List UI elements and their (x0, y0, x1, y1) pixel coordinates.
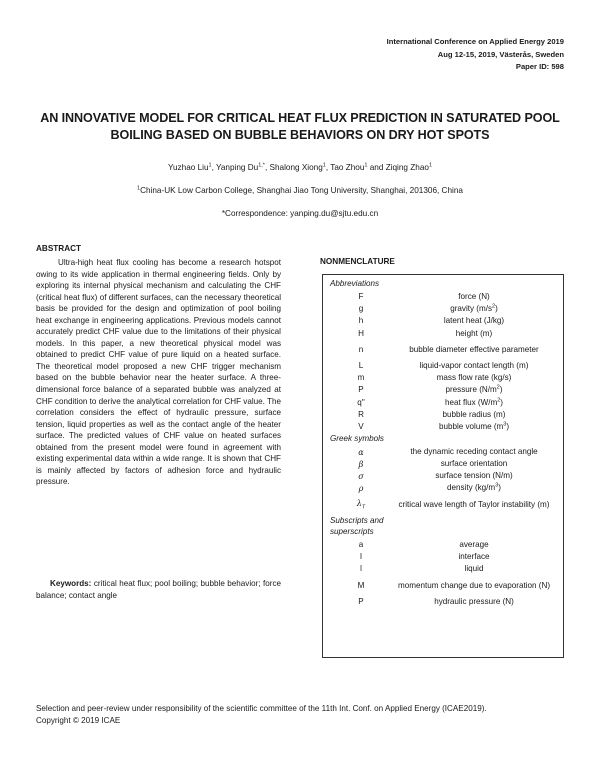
nom-symbol: g (358, 304, 364, 314)
nom-description: liquid-vapor contact length (m) (419, 361, 529, 371)
nom-symbol: I (359, 552, 363, 562)
paper-id: Paper ID: 598 (515, 62, 564, 71)
nom-description: pressure $(N/m^2)$ (445, 384, 503, 395)
nom-symbol: α (358, 446, 364, 457)
nom-description: critical wave length of Taylor instability (m) (398, 499, 550, 509)
nom-symbol: F (358, 292, 364, 302)
nom-symbol: M (357, 580, 365, 590)
nom-description: bubble radius (m) (442, 409, 506, 419)
nom-description: mass flow rate (kg/s) (436, 373, 512, 383)
nom-description: bubble diameter effective parameter (409, 344, 539, 354)
author-name: Shalong Xiong (269, 163, 323, 172)
nomenclature-table (330, 278, 556, 608)
nom-description: latent heat (J/kg) (443, 316, 505, 326)
nom-symbol: ρ (358, 482, 364, 493)
nom-description: height (m) (455, 328, 493, 338)
nom-description: heat flux $(W/m^2)$ (445, 396, 503, 407)
nom-description: gravity $(m/s^2)$ (450, 303, 498, 314)
nom-symbol: a (358, 539, 364, 549)
nom-description: density $(kg/m^3)$ (447, 482, 501, 493)
nom-description: liquid (464, 564, 484, 574)
nom-description: the dynamic receding contact angle (410, 447, 538, 457)
author-name: Yuzhao Liu (168, 163, 209, 172)
nom-symbol: σ (358, 470, 364, 481)
nom-description: interface (458, 552, 490, 562)
footer-copyright: Copyright © 2019 ICAE (36, 715, 121, 725)
nom-symbol: P (358, 385, 364, 395)
nom-description: average (459, 539, 489, 549)
abstract-heading: ABSTRACT (36, 244, 82, 253)
author-name: Ziqing Zhao (385, 163, 429, 172)
nom-symbol: L (358, 361, 364, 371)
author-name: Yanping Du (216, 163, 259, 172)
nomenclature-heading: NONMENCLATURE (320, 257, 395, 266)
nom-symbol: m (357, 373, 365, 383)
paper-title: AN INNOVATIVE MODEL FOR CRITICAL HEAT FLUX PREDICTION IN SATURATED POOL BOILING BASED ON BUBBLE BEHAVIORS ON DRY HOT SPOTS (40, 111, 560, 142)
nom-symbol: h (358, 316, 364, 326)
keywords (36, 578, 281, 601)
nom-symbol: $\lambda_T$ (356, 497, 366, 511)
nom-description: force (N) (458, 292, 490, 302)
nom-description: bubble volume $(m^3)$ (438, 421, 510, 431)
nom-symbol: β (358, 458, 364, 469)
correspondence: *Correspondence: yanping.du@sjtu.edu.cn (221, 209, 379, 218)
conference-dates: Aug 12-15, 2019, Västerås, Sweden (437, 49, 564, 59)
nom-symbol: P (358, 596, 364, 606)
nom-description: hydraulic pressure (N) (434, 596, 514, 606)
section-title: Abbreviations (330, 279, 380, 288)
footer-review-note: Selection and peer-review under responsibility of the scientific committee of the 11th Int. Conf. on Applied Energy (ICAE2019). (36, 704, 487, 713)
nom-symbol: R (358, 409, 364, 419)
author-name: Tao Zhou (330, 163, 365, 172)
author-list: Yuzhao Liu$^1$, Yanping $Du^{1,*}$, Shalong Xiong$^1$, Tao Zhou$^1$ and Ziqing Zhao$^1$ (168, 162, 432, 172)
nom-symbol: H (358, 328, 364, 338)
section-title: Subscripts and superscripts (330, 516, 384, 536)
conference-header (387, 36, 564, 74)
nom-symbol: n (358, 344, 364, 354)
nom-symbol: q'' (357, 397, 365, 407)
abstract-text: Ultra-high heat flux cooling has become a research hotspot owing to its wide application in thermal engineering fields. Only by exploring its internal physical mechanism and calculating the CHF (critical heat flux) of different surfaces, can the necessary theoretical basis be provided for the design and optimization of pool boiling heat exchange in engineering applications. Previous models cannot accurately predict CHF value due to the limitations of their physical models. In this paper, a new theoretical physical model was obtained to predict CHF value of pure liquid on a heated surface. The theoretical model proposed a new CHF trigger mechanism based on the bubble behavior near the heater surface. A three-dimensional force balance of a separated bubble was analyzed at CHF condition to derive the analytical correlation for CHF value. The correlation considers the effect of hydraulic pressure, surface tension, liquid properties as well as the contact angle of the heater surface. The predicted values of CHF value on heated surfaces obtained from the present model were found in agreement with existing experimental data within a wide range. It is shown that CHF is mainly affected by factors of adhesion force and hydraulic pressure. (36, 258, 281, 487)
section-title: Greek symbols (330, 433, 384, 443)
nom-description: momentum change due to evaporation (N) (397, 580, 551, 590)
nom-description: surface orientation (440, 459, 508, 469)
nom-description: surface tension (N/m) (435, 471, 513, 481)
nom-symbol: V (358, 421, 364, 431)
conference-name: International Conference on Applied Energy 2019 (386, 37, 564, 46)
affiliation: $^1$China-UK Low Carbon College, Shanghai Jiao Tong University, Shanghai, 201306, China (137, 185, 463, 195)
footer (36, 703, 487, 726)
nom-symbol: l (360, 564, 362, 574)
keywords-text: critical heat flux; pool boiling; bubble behavior; force balance; contact angle (36, 579, 281, 600)
keywords-label: Keywords: (50, 579, 92, 588)
